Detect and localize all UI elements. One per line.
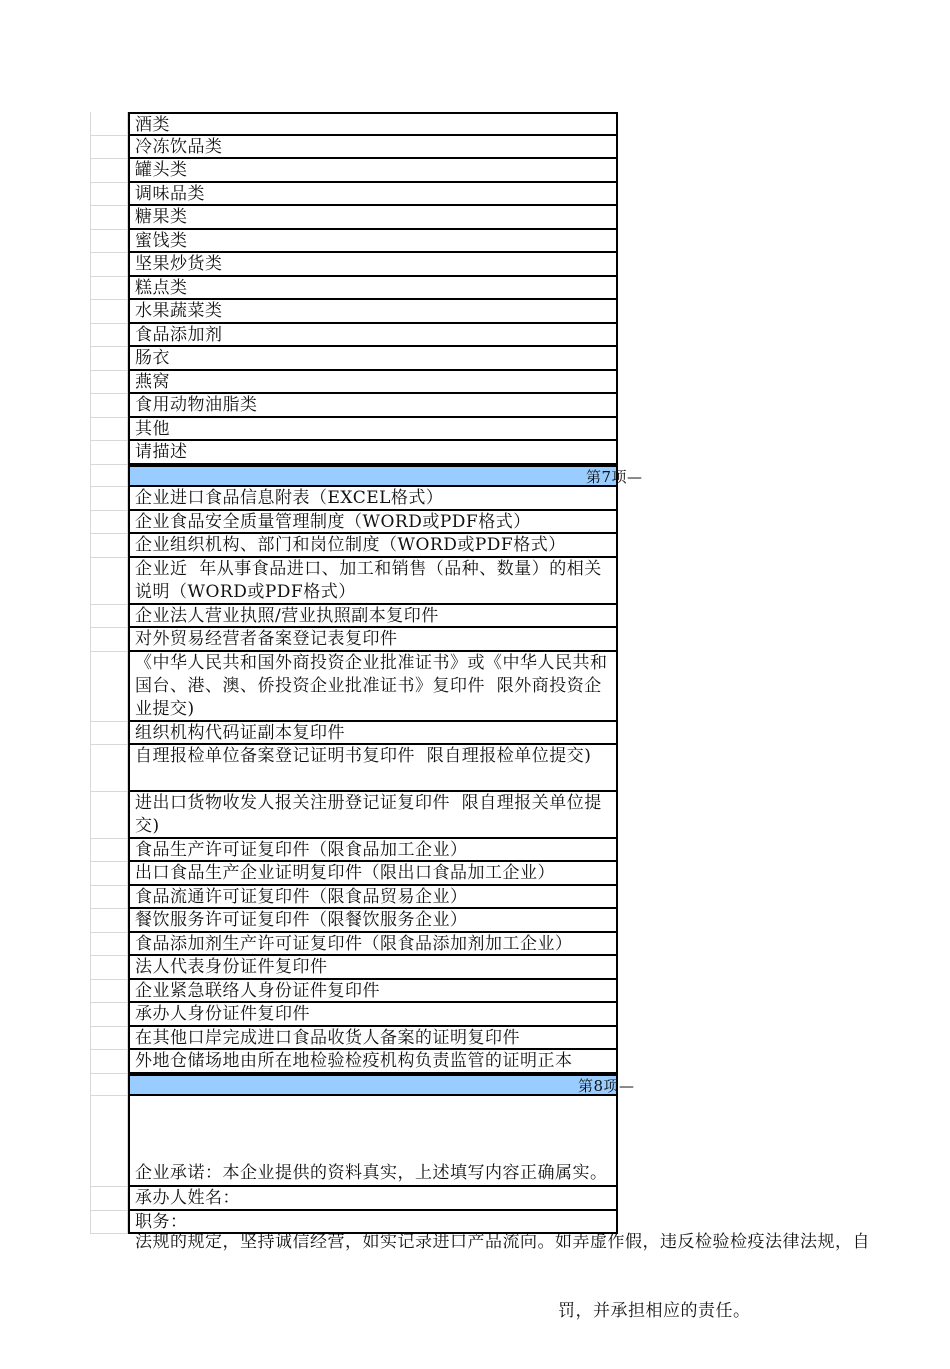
section-7-label: 第7项— <box>586 468 643 486</box>
document-cell[interactable]: 食品流通许可证复印件（限食品贸易企业） <box>128 886 618 909</box>
document-cell[interactable]: 食品生产许可证复印件（限食品加工企业） <box>128 839 618 862</box>
row-gutter <box>90 347 128 371</box>
document-cell[interactable]: 餐饮服务许可证复印件（限餐饮服务企业） <box>128 909 618 933</box>
category-cell[interactable]: 燕窝 <box>128 371 618 394</box>
row-gutter <box>90 956 128 980</box>
row-gutter <box>90 277 128 300</box>
category-cell[interactable]: 冷冻饮品类 <box>128 136 618 159</box>
category-row <box>90 112 950 136</box>
category-cell[interactable]: 肠衣 <box>128 347 618 371</box>
row-gutter <box>90 1003 128 1027</box>
row-gutter <box>90 628 128 652</box>
row-gutter <box>90 418 128 441</box>
document-row <box>90 886 950 909</box>
category-cell[interactable]: 糖果类 <box>128 206 618 230</box>
category-row <box>90 159 950 183</box>
row-gutter <box>90 792 128 839</box>
row-gutter <box>90 980 128 1003</box>
position-field[interactable]: 职务： <box>128 1211 618 1234</box>
commitment-line-1: 企业承诺：本企业提供的资料真实，上述填写内容正确属实。 <box>135 1163 608 1183</box>
document-row <box>90 628 950 652</box>
category-cell[interactable]: 调味品类 <box>128 183 618 206</box>
section-8-bar <box>128 1074 635 1096</box>
category-cell[interactable]: 水果蔬菜类 <box>128 300 618 324</box>
document-row <box>90 933 950 956</box>
position-row <box>90 1211 950 1234</box>
document-cell[interactable]: 企业进口食品信息附表（EXCEL格式） <box>128 487 618 511</box>
row-gutter <box>90 371 128 394</box>
document-row <box>90 980 950 1003</box>
row-gutter <box>90 1096 128 1187</box>
row-gutter <box>90 1211 128 1234</box>
document-row <box>90 558 950 605</box>
row-gutter <box>90 605 128 628</box>
document-row <box>90 1027 950 1050</box>
document-cell[interactable]: 自理报检单位备案登记证明书复印件 限自理报检单位提交) <box>128 745 618 792</box>
row-gutter <box>90 441 128 465</box>
category-row <box>90 324 950 347</box>
document-row <box>90 511 950 534</box>
category-row <box>90 394 950 418</box>
category-cell[interactable]: 蜜饯类 <box>128 230 618 253</box>
category-cell[interactable]: 酒类 <box>128 112 618 136</box>
document-cell[interactable]: 食品添加剂生产许可证复印件（限食品添加剂加工企业） <box>128 933 618 956</box>
handler-name-row <box>90 1187 950 1211</box>
document-cell[interactable]: 企业食品安全质量管理制度（WORD或PDF格式） <box>128 511 618 534</box>
category-cell[interactable]: 其他 <box>128 418 618 441</box>
row-gutter <box>90 159 128 183</box>
category-cell[interactable]: 食用动物油脂类 <box>128 394 618 418</box>
row-gutter <box>90 558 128 605</box>
row-gutter <box>90 1074 128 1096</box>
document-cell[interactable]: 进出口货物收发人报关注册登记证复印件 限自理报关单位提交) <box>128 792 618 839</box>
category-cell[interactable]: 坚果炒货类 <box>128 253 618 277</box>
document-cell[interactable]: 外地仓储场地由所在地检验检疫机构负责监管的证明正本 <box>128 1050 618 1074</box>
row-gutter <box>90 1187 128 1211</box>
document-cell[interactable]: 出口食品生产企业证明复印件（限出口食品加工企业） <box>128 862 618 886</box>
row-gutter <box>90 300 128 324</box>
category-cell[interactable]: 食品添加剂 <box>128 324 618 347</box>
document-cell[interactable]: 企业法人营业执照/营业执照副本复印件 <box>128 605 618 628</box>
document-cell[interactable]: 企业组织机构、部门和岗位制度（WORD或PDF格式） <box>128 534 618 558</box>
category-row <box>90 347 950 371</box>
document-row <box>90 1003 950 1027</box>
row-gutter <box>90 933 128 956</box>
row-gutter <box>90 534 128 558</box>
section-8-header <box>90 1074 950 1096</box>
document-cell[interactable]: 在其他口岸完成进口食品收货人备案的证明复印件 <box>128 1027 618 1050</box>
category-row <box>90 300 950 324</box>
document-cell[interactable]: 企业近 年从事食品进口、加工和销售（品种、数量）的相关说明（WORD或PDF格式） <box>128 558 618 605</box>
commitment-line-3: 罚，并承担相应的责任。 <box>558 1301 751 1321</box>
row-gutter <box>90 230 128 253</box>
row-gutter <box>90 487 128 511</box>
document-row <box>90 862 950 886</box>
document-row <box>90 745 950 792</box>
row-gutter <box>90 112 128 136</box>
document-cell[interactable]: 企业紧急联络人身份证件复印件 <box>128 980 618 1003</box>
document-row <box>90 534 950 558</box>
category-row <box>90 277 950 300</box>
commitment-line-2: 法规的规定，坚持诚信经营，如实记录进口产品流向。如弄虚作假，违反检验检疫法律法规，自 <box>135 1232 870 1252</box>
section-7-header <box>90 465 950 487</box>
document-row <box>90 839 950 862</box>
row-gutter <box>90 465 128 487</box>
row-gutter <box>90 324 128 347</box>
handler-name-field[interactable]: 承办人姓名： <box>128 1187 618 1211</box>
document-row <box>90 652 950 722</box>
category-row <box>90 230 950 253</box>
document-cell[interactable]: 《中华人民共和国外商投资企业批准证书》或《中华人民共和国台、港、澳、侨投资企业批准证书》复印件 限外商投资企业提交) <box>128 652 618 722</box>
row-gutter <box>90 862 128 886</box>
category-cell[interactable]: 罐头类 <box>128 159 618 183</box>
category-row <box>90 206 950 230</box>
row-gutter <box>90 136 128 159</box>
row-gutter <box>90 394 128 418</box>
document-row <box>90 1050 950 1074</box>
category-row <box>90 418 950 441</box>
row-gutter <box>90 886 128 909</box>
category-row <box>90 371 950 394</box>
category-row <box>90 136 950 159</box>
document-cell[interactable]: 法人代表身份证件复印件 <box>128 956 618 980</box>
section-7-bar <box>128 465 643 487</box>
category-cell[interactable]: 请描述 <box>128 441 618 465</box>
document-row <box>90 909 950 933</box>
row-gutter <box>90 183 128 206</box>
row-gutter <box>90 652 128 722</box>
document-row <box>90 792 950 839</box>
document-row <box>90 956 950 980</box>
row-gutter <box>90 909 128 933</box>
document-cell[interactable]: 组织机构代码证副本复印件 <box>128 722 618 745</box>
category-row <box>90 253 950 277</box>
row-gutter <box>90 1027 128 1050</box>
document-cell[interactable]: 对外贸易经营者备案登记表复印件 <box>128 628 618 652</box>
row-gutter <box>90 206 128 230</box>
row-gutter <box>90 511 128 534</box>
row-gutter <box>90 839 128 862</box>
row-gutter <box>90 253 128 277</box>
document-row <box>90 722 950 745</box>
document-row <box>90 605 950 628</box>
row-gutter <box>90 722 128 745</box>
row-gutter <box>90 1050 128 1074</box>
form-sheet <box>90 112 950 1321</box>
section-8-label: 第8项— <box>578 1077 635 1095</box>
category-row <box>90 183 950 206</box>
row-gutter <box>90 745 128 792</box>
document-cell[interactable]: 承办人身份证件复印件 <box>128 1003 618 1027</box>
category-row <box>90 441 950 465</box>
category-cell[interactable]: 糕点类 <box>128 277 618 300</box>
document-row <box>90 487 950 511</box>
